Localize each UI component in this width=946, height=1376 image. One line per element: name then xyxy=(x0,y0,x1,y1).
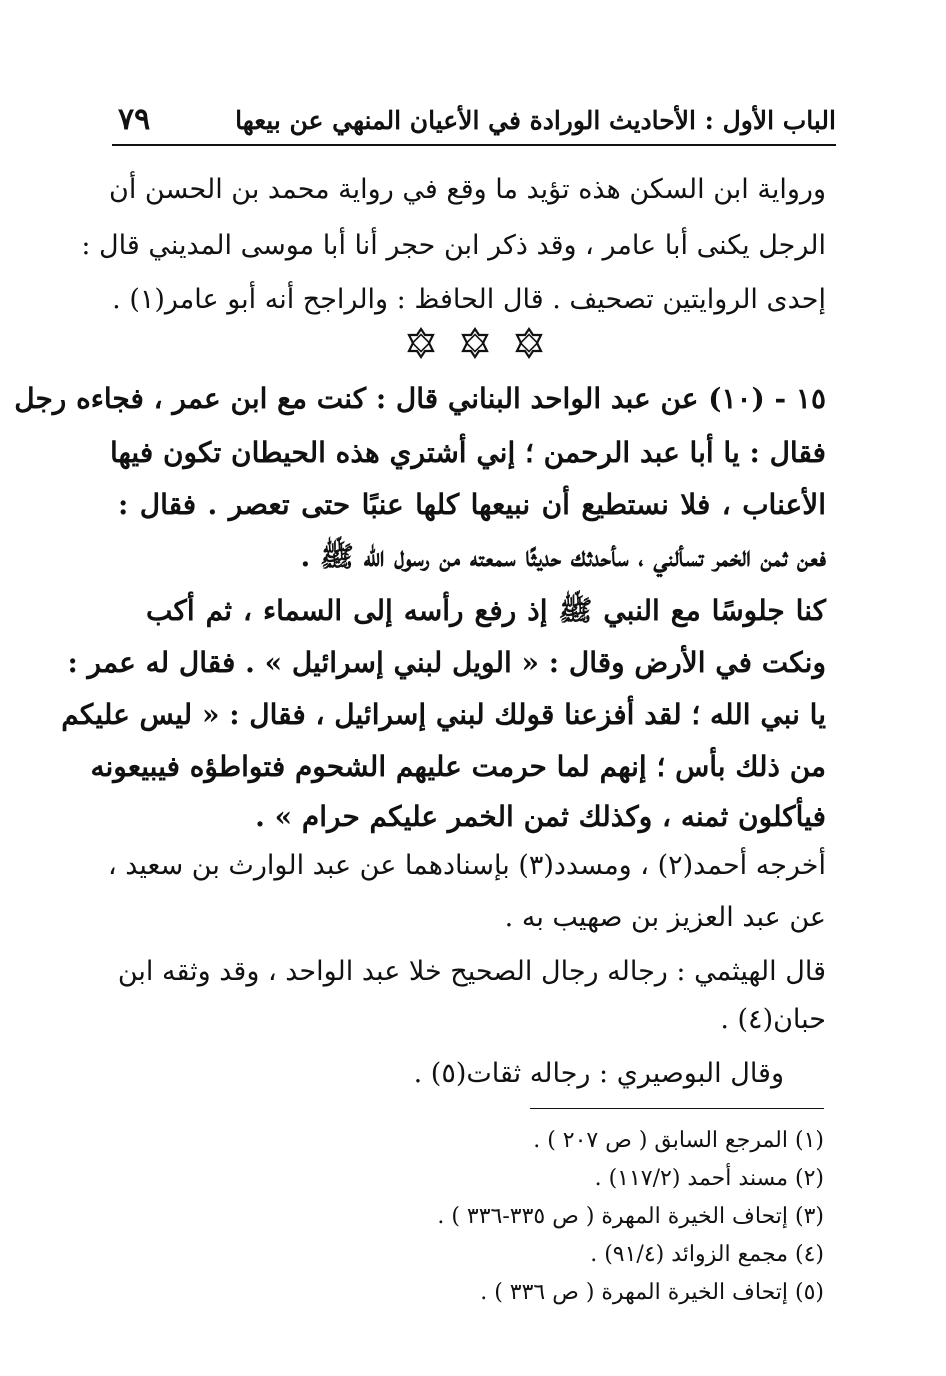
text-line: أخرجه أحمد(٢) ، ومسدد(٣) بإسنادهما عن عبد الوارث بن سعيد ، xyxy=(107,850,826,881)
text-line: قال الهيثمي : رجاله رجال الصحيح خلا عبد الواحد ، وقد وثقه ابن xyxy=(117,956,826,987)
text-line: إحدى الروايتين تصحيف . قال الحافظ : والراجح أنه أبو عامر(١) . xyxy=(112,284,826,315)
hadith-heading-line: ١٥ - (١٠) عن عبد الواحد البناني قال : كنت مع ابن عمر ، فجاءه رجل xyxy=(14,382,826,415)
header-rule xyxy=(112,144,836,146)
hadith-line: ونكت في الأرض وقال : « الويل لبني إسرائيل » . فقال له عمر : xyxy=(67,646,826,679)
text-line: وقال البوصيري : رجاله ثقات(٥) . xyxy=(413,1058,784,1089)
page-number: ٧٩ xyxy=(118,102,151,137)
text-line: عن عبد العزيز بن صهيب به . xyxy=(504,902,826,933)
hadith-line: فقال : يا أبا عبد الرحمن ؛ إني أشتري هذه الحيطان تكون فيها xyxy=(109,436,826,469)
text-line: ورواية ابن السكن هذه تؤيد ما وقع في رواية محمد بن الحسن أن xyxy=(108,174,826,205)
section-divider xyxy=(405,327,545,359)
eight-pointed-star-icon xyxy=(513,327,545,359)
eight-pointed-star-icon xyxy=(405,327,437,359)
hadith-line: من ذلك بأس ؛ إنهم لما حرمت عليهم الشحوم فتواطؤه فيبيعونه xyxy=(90,750,826,783)
text-line: حبان(٤) . xyxy=(720,1004,826,1035)
footnote: (٢) مسند أحمد (١١٧/٢) . xyxy=(594,1166,824,1191)
text-line: الرجل يكنى أبا عامر ، وقد ذكر ابن حجر أنا أبا موسى المديني قال : xyxy=(81,230,826,261)
chapter-title: الباب الأول : الأحاديث الورادة في الأعيان المنهي عن بيعها xyxy=(235,106,836,135)
footnote: (٤) مجمع الزوائد (٩١/٤) . xyxy=(590,1242,824,1267)
hadith-line: يا نبي الله ؛ لقد أفزعنا قولك لبني إسرائيل ، فقال : « ليس عليكم xyxy=(61,698,826,731)
eight-pointed-star-icon xyxy=(459,327,491,359)
footnote: (١) المرجع السابق ( ص ٢٠٧ ) . xyxy=(533,1128,824,1153)
hadith-line: الأعناب ، فلا نستطيع أن نبيعها كلها عنبًا حتى تعصر . فقال : xyxy=(118,488,826,521)
footnote-rule xyxy=(530,1108,824,1109)
hadith-line: كنا جلوسًا مع النبي ﷺ إذ رفع رأسه إلى السماء ، ثم أكب xyxy=(146,594,826,627)
footnote: (٣) إتحاف الخيرة المهرة ( ص ٣٣٥-٣٣٦ ) . xyxy=(437,1204,824,1229)
hadith-line: فعن ثمن الخمر تسألني ، سأحدثك حديثًا سمعته من رسول الله ﷺ . xyxy=(300,540,826,573)
footnote: (٥) إتحاف الخيرة المهرة ( ص ٣٣٦ ) . xyxy=(480,1280,824,1305)
hadith-line: فيأكلون ثمنه ، وكذلك ثمن الخمر عليكم حرام » . xyxy=(255,800,826,833)
running-header xyxy=(112,98,836,146)
